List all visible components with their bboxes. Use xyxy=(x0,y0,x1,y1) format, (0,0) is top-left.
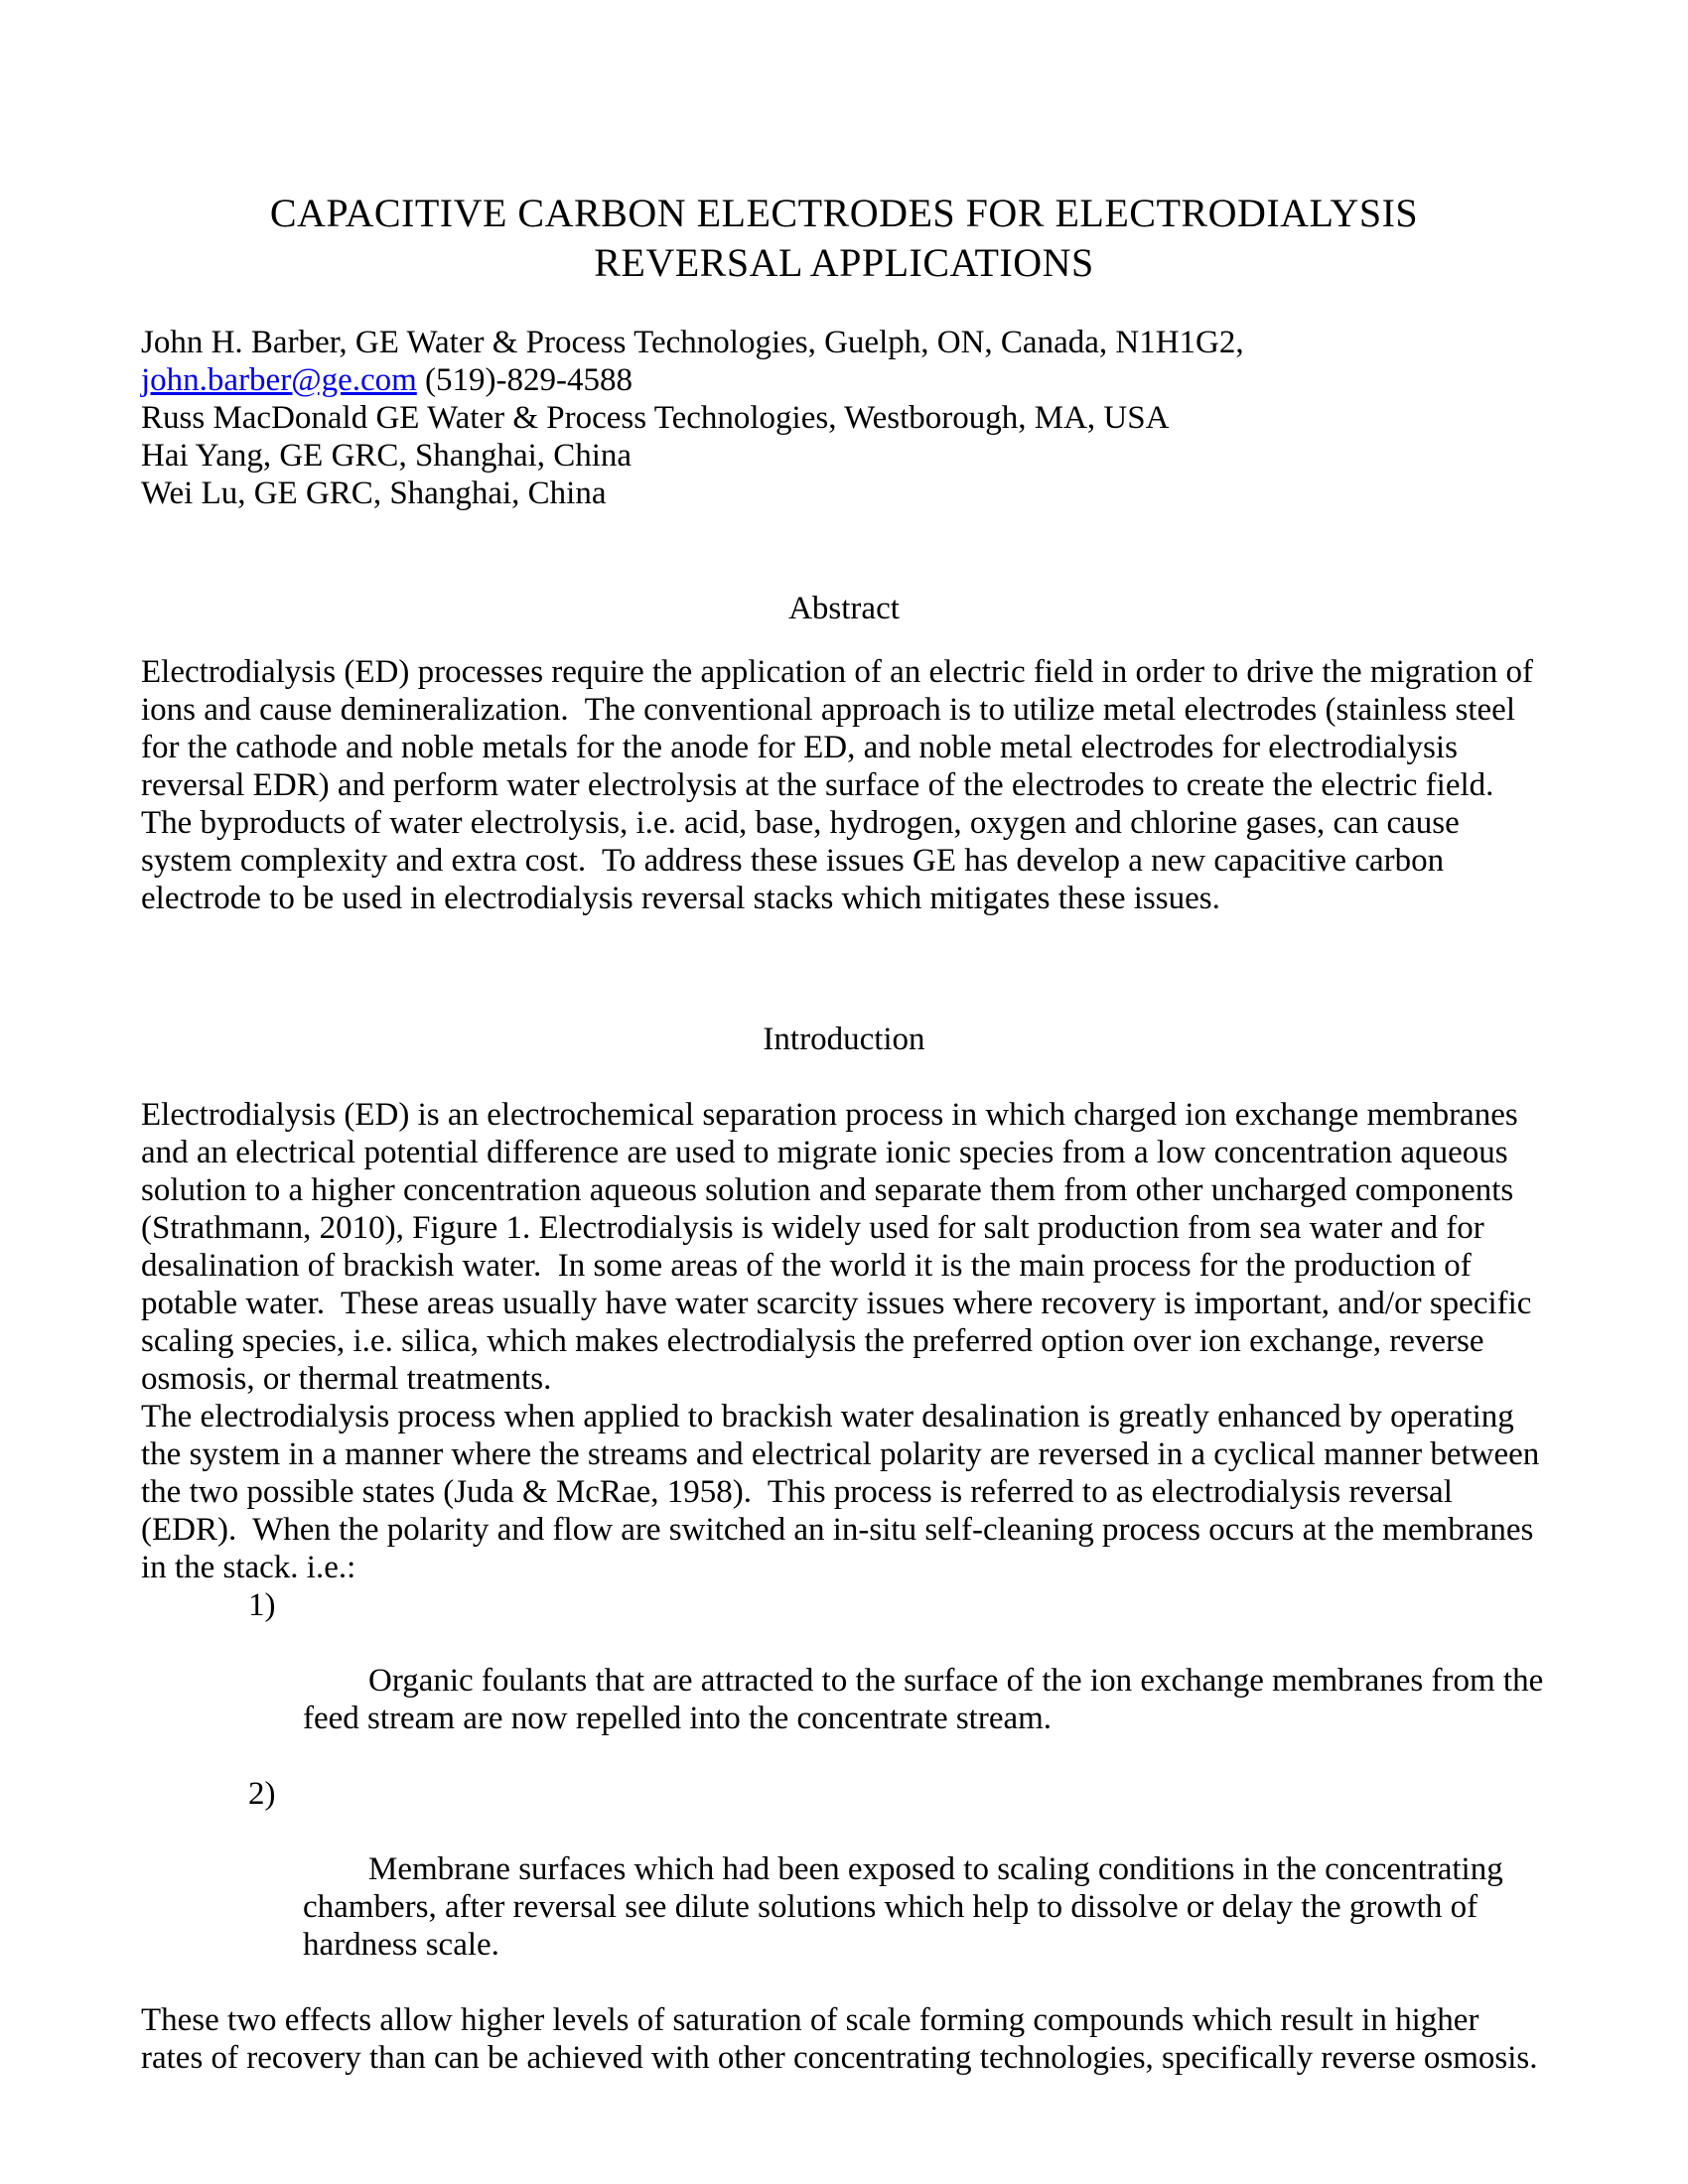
introduction-heading: Introduction xyxy=(763,1022,925,1057)
author-block xyxy=(141,324,1547,512)
paper-title-line-1: CAPACITIVE CARBON ELECTRODES FOR ELECTRODIALYSIS xyxy=(269,191,1419,235)
email-link[interactable]: john.barber@ge.com xyxy=(141,362,417,398)
reversal-effects-list xyxy=(141,1586,1552,2001)
paper-title-line-2: REVERSAL APPLICATIONS xyxy=(594,240,1094,285)
phone-number: (519)-829-4588 xyxy=(416,362,633,398)
introduction-paragraph-1: Electrodialysis (ED) is an electrochemical separation process in which charged ion exchange membranes and an electrical potential difference are used to migrate ionic species from a low concentration aqueous solution to a higher concentration aqueous solution and separate them from other uncharged components (Strathmann, 2010), Figure 1. Electrodialysis is widely used for salt production from sea water and for desalination of brackish water. In some areas of the world it is the main process for the production of potable water. These areas usually have water scarcity issues where recovery is important, and/or specific scaling species, i.e. silica, which makes electrodialysis the preferred option over ion exchange, reverse osmosis, or thermal treatments. xyxy=(141,1097,1540,1397)
author-line-macdonald: Russ MacDonald GE Water & Process Technologies, Westborough, MA, USA xyxy=(141,400,1170,436)
paper-title xyxy=(141,189,1547,288)
introduction-paragraph-3: These two effects allow higher levels of saturation of scale forming compounds which result in higher rates of recovery than can be achieved with other concentrating technologies, specifically reverse osmosis. xyxy=(141,2002,1538,2076)
list-item-2-marker: 2) xyxy=(248,1776,276,1812)
author-line-contact xyxy=(141,361,1547,399)
list-item-1-marker: 1) xyxy=(248,1587,276,1623)
list-item-2 xyxy=(141,1775,1547,2001)
author-line-barber: John H. Barber, GE Water & Process Technologies, Guelph, ON, Canada, N1H1G2, xyxy=(141,325,1244,360)
list-item-1 xyxy=(141,1586,1552,1775)
author-line-lu: Wei Lu, GE GRC, Shanghai, China xyxy=(141,476,607,511)
list-item-2-text: Membrane surfaces which had been exposed to scaling conditions in the concentrating chambers, after reversal see dilute solutions which help to dissolve or delay the growth of hardness scale. xyxy=(303,1851,1511,1963)
introduction-paragraph-2: The electrodialysis process when applied to brackish water desalination is greatly enhanced by operating the system in a manner where the streams and electrical polarity are reversed in a cyclical manner between the two possible states (Juda & McRae, 1958). This process is referred to as electrodialysis reversal (EDR). When the polarity and flow are switched an in-situ self-cleaning process occurs at the membranes in the stack. i.e.: xyxy=(141,1399,1548,1585)
author-line-yang: Hai Yang, GE GRC, Shanghai, China xyxy=(141,438,633,474)
abstract-paragraph: Electrodialysis (ED) processes require the application of an electric field in order to drive the migration of ions and cause demineralization. The conventional approach is to utilize metal electrodes (stainless steel for the cathode and noble metals for the anode for ED, and noble metal electrodes for electrodialysis reversal EDR) and perform water electrolysis at the surface of the electrodes to create the electric field. The byproducts of water electrolysis, i.e. acid, base, hydrogen, oxygen and chlorine gases, can cause system complexity and extra cost. To address these issues GE has develop a new capacitive carbon electrode to be used in electrodialysis reversal stacks which mitigates these issues. xyxy=(141,654,1542,916)
abstract-heading: Abstract xyxy=(788,591,900,626)
list-item-1-text: Organic foulants that are attracted to the surface of the ion exchange membranes from the feed stream are now repelled into the concentrate stream. xyxy=(303,1663,1552,1736)
